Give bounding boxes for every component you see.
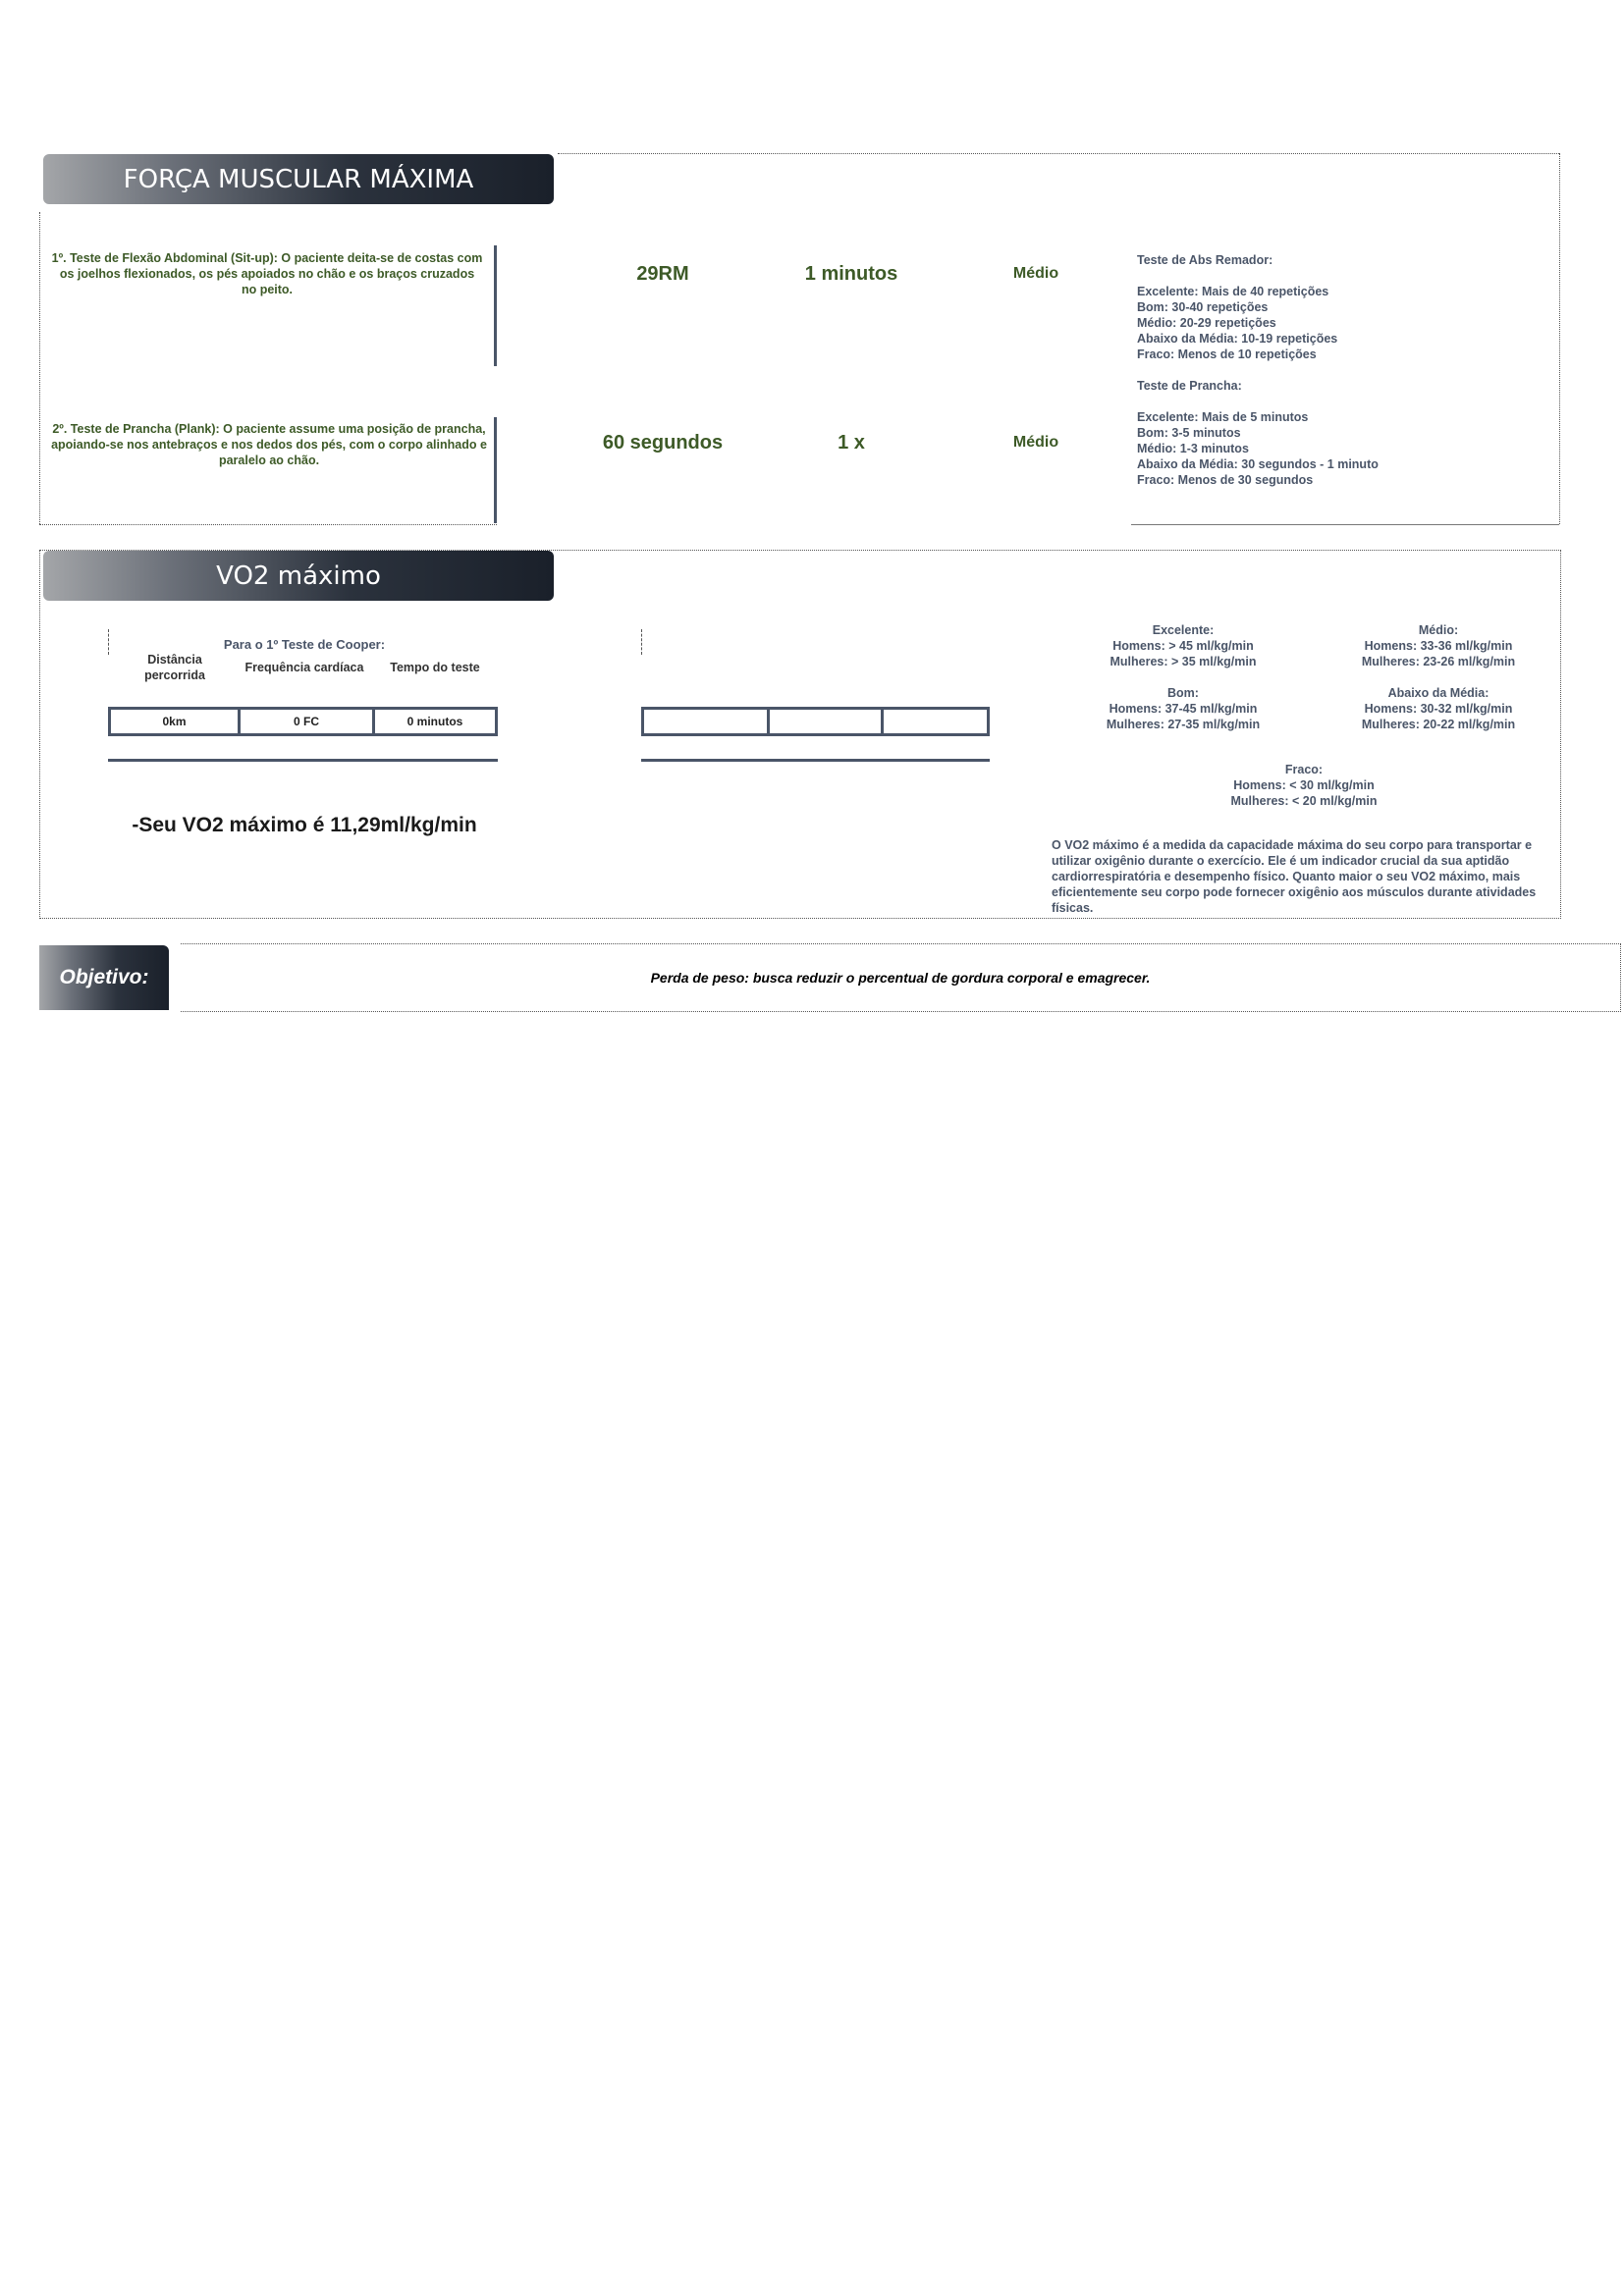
objective-text-box (181, 943, 1621, 1012)
middle-table-tick (641, 629, 642, 655)
vo2-class-abaixo (1326, 685, 1551, 732)
strength-title-banner (43, 154, 554, 204)
abs-reference-line: Excelente: Mais de 40 repetições (1137, 285, 1329, 298)
strength-frame-bottom (39, 524, 497, 525)
test-1-divider (494, 245, 497, 366)
class-women: Mulheres: 27-35 ml/kg/min (1106, 718, 1261, 731)
test-2-description: 2º. Teste de Prancha (Plank): O paciente assume uma posição de prancha, apoiando-se nos antebraços e nos dedos dos pés, com o corpo alinhado e paralelo ao chão. (51, 422, 487, 467)
vo2-title: VO2 máximo (216, 561, 381, 591)
class-label: Fraco: (1284, 763, 1324, 776)
test-1-rating: Médio (1012, 265, 1059, 282)
cooper-header-time: Tempo do teste (390, 661, 480, 674)
class-men: Homens: 30-32 ml/kg/min (1364, 702, 1513, 716)
strength-frame-left (39, 212, 40, 524)
plank-reference-line: Excelente: Mais de 5 minutos (1137, 410, 1309, 424)
test-2-result: 60 segundos (602, 432, 724, 454)
class-label: Bom: (1167, 686, 1199, 700)
class-women: Mulheres: 20-22 ml/kg/min (1361, 718, 1516, 731)
strength-frame-top (558, 153, 1559, 154)
spacer (1137, 362, 1549, 378)
class-label: Abaixo da Média: (1387, 686, 1489, 700)
vo2-title-banner (43, 551, 554, 601)
class-men: Homens: 37-45 ml/kg/min (1109, 702, 1258, 716)
class-women: Mulheres: 23-26 ml/kg/min (1361, 655, 1516, 668)
class-women: Mulheres: > 35 ml/kg/min (1110, 655, 1257, 668)
abs-reference-line: Abaixo da Média: 10-19 repetições (1137, 332, 1338, 346)
spacer (1137, 268, 1549, 284)
class-men: Homens: < 30 ml/kg/min (1233, 778, 1375, 792)
abs-reference-line: Bom: 30-40 repetições (1137, 300, 1269, 314)
empty-cell (881, 707, 990, 736)
strength-section (0, 0, 1624, 550)
abs-reference-line: Médio: 20-29 repetições (1137, 316, 1276, 330)
vo2-explanation: O VO2 máximo é a medida da capacidade máxima do seu corpo para transportar e utilizar oxigênio durante o exercício. Ele é um indicador crucial da sua aptidão cardiorrespiratória e desempenho físico. Quanto maior o seu VO2 máximo, mais eficientemente seu corpo pode fornecer oxigênio aos músculos durante atividades físicas. (1052, 838, 1537, 915)
middle-table-underline (641, 759, 990, 762)
class-men: Homens: 33-36 ml/kg/min (1364, 639, 1513, 653)
test-1-description: 1º. Teste de Flexão Abdominal (Sit-up): O paciente deita-se de costas com os joelhos flexionados, os pés apoiados no chão e os braços cruzados no peito. (51, 251, 483, 296)
spacer (1137, 394, 1549, 409)
class-men: Homens: > 45 ml/kg/min (1112, 639, 1254, 653)
cooper-value-distance: 0km (108, 707, 241, 736)
vo2-class-fraco (1191, 762, 1417, 809)
cooper-underline (108, 759, 498, 762)
class-women: Mulheres: < 20 ml/kg/min (1230, 794, 1378, 808)
cooper-value-heart-rate: 0 FC (238, 707, 375, 736)
abs-reference-line: Fraco: Menos de 10 repetições (1137, 347, 1317, 361)
cooper-value-time: 0 minutos (372, 707, 498, 736)
vo2-class-bom (1070, 685, 1296, 732)
strength-title: FORÇA MUSCULAR MÁXIMA (123, 164, 474, 194)
objective-label-box (39, 945, 169, 1010)
test-2-divider (494, 417, 497, 523)
test-1-result: 29RM (636, 263, 689, 285)
vo2-result: -Seu VO2 máximo é 11,29ml/kg/min (132, 814, 477, 836)
test-2-duration: 1 x (838, 432, 865, 454)
test-2-rating: Médio (1012, 434, 1059, 451)
abs-reference-title: Teste de Abs Remador: (1137, 253, 1273, 267)
cooper-header-heart-rate: Frequência cardíaca (244, 661, 364, 674)
plank-reference-line: Médio: 1-3 minutos (1137, 442, 1249, 455)
class-label: Excelente: (1152, 623, 1215, 637)
test-1-duration: 1 minutos (804, 263, 898, 285)
objective-text: Perda de peso: busca reduzir o percentual de gordura corporal e emagrecer. (650, 970, 1151, 986)
class-label: Médio: (1418, 623, 1459, 637)
empty-cell (641, 707, 770, 736)
strength-reference (1137, 252, 1549, 488)
plank-reference-line: Fraco: Menos de 30 segundos (1137, 473, 1314, 487)
vo2-class-medio (1326, 622, 1551, 669)
plank-reference-title: Teste de Prancha: (1137, 379, 1242, 393)
empty-cell (767, 707, 884, 736)
plank-reference-line: Abaixo da Média: 30 segundos - 1 minuto (1137, 457, 1379, 471)
objective-label: Objetivo: (59, 966, 149, 988)
cooper-header-distance: Distância percorrida (144, 653, 205, 682)
cooper-title: Para o 1º Teste de Cooper: (223, 637, 386, 652)
vo2-class-excelente (1070, 622, 1296, 669)
strength-frame-bottom-right (1131, 524, 1559, 525)
plank-reference-line: Bom: 3-5 minutos (1137, 426, 1241, 440)
cooper-left-tick (108, 629, 109, 655)
strength-frame-right (1559, 153, 1560, 524)
